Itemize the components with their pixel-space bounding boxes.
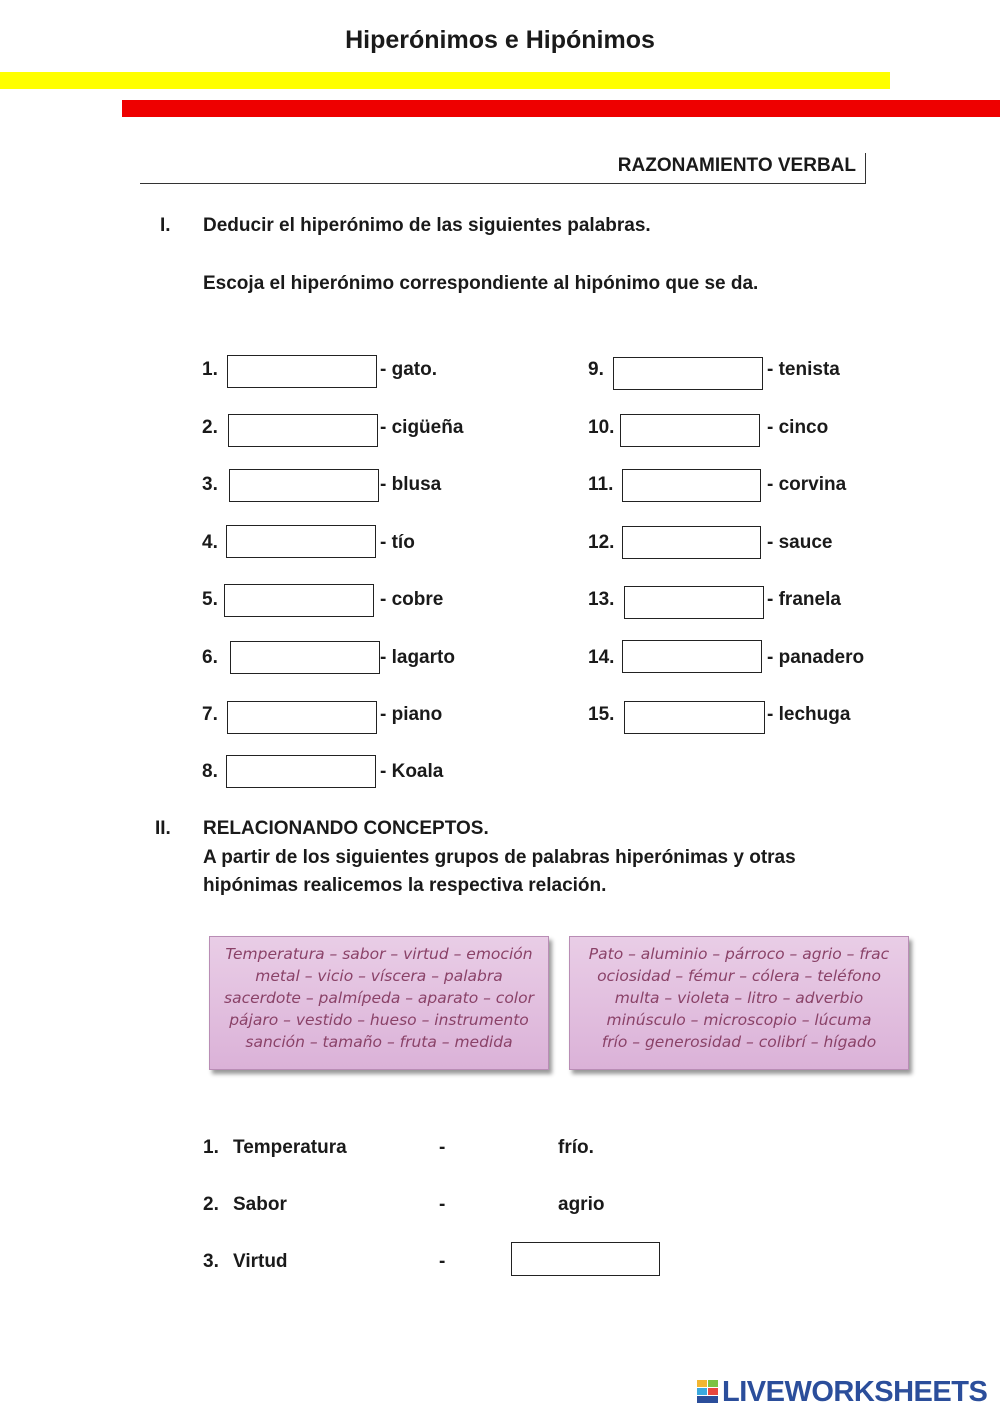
yellow-accent-bar	[0, 72, 890, 89]
relation-dash: -	[439, 1251, 446, 1272]
item-number: 5.	[202, 589, 218, 610]
relation-number: 3.	[203, 1251, 219, 1272]
liveworksheets-logo-icon	[697, 1380, 719, 1404]
word-panel-right	[569, 936, 909, 1070]
item-word: - panadero	[767, 647, 865, 668]
relation-answer: agrio	[558, 1194, 605, 1215]
item-word: - franela	[767, 589, 841, 610]
answer-input-8[interactable]	[226, 755, 376, 788]
item-number: 7.	[202, 704, 218, 725]
relation-term: Sabor	[233, 1194, 287, 1215]
panel-line: ociosidad – fémur – cólera – teléfono	[597, 967, 881, 985]
subject-label: RAZONAMIENTO VERBAL	[617, 155, 856, 176]
answer-input-13[interactable]	[624, 586, 764, 619]
relation-dash: -	[439, 1137, 446, 1158]
item-word: - tío	[380, 532, 415, 553]
panel-line: metal – vicio – víscera – palabra	[255, 967, 503, 985]
section1-heading: Deducir el hiperónimo de las siguientes palabras.	[203, 215, 651, 236]
panel-line: Temperatura – sabor – virtud – emoción	[225, 945, 533, 963]
item-number: 15.	[588, 704, 615, 725]
answer-input-6[interactable]	[230, 641, 380, 674]
item-number: 12.	[588, 532, 615, 553]
panel-line: pájaro – vestido – hueso – instrumento	[229, 1011, 529, 1029]
relation-term: Virtud	[233, 1251, 288, 1272]
item-number: 1.	[202, 359, 218, 380]
answer-input-5[interactable]	[224, 584, 374, 617]
answer-input-10[interactable]	[620, 414, 760, 447]
item-word: - cigüeña	[380, 417, 464, 438]
item-number: 2.	[202, 417, 218, 438]
item-word: - lagarto	[380, 647, 455, 668]
subject-divider	[140, 183, 866, 184]
item-word: - cinco	[767, 417, 829, 438]
relation-term: Temperatura	[233, 1137, 347, 1158]
section1-instruction: Escoja el hiperónimo correspondiente al hipónimo que se da.	[203, 273, 759, 294]
item-word: - corvina	[767, 474, 847, 495]
item-number: 8.	[202, 761, 218, 782]
answer-input-7[interactable]	[227, 701, 377, 734]
answer-input-12[interactable]	[622, 526, 761, 559]
liveworksheets-brand[interactable]: LIVEWORKSHEETS	[722, 1376, 988, 1408]
answer-input-1[interactable]	[227, 355, 377, 388]
panel-line: sacerdote – palmípeda – aparato – color	[224, 989, 534, 1007]
page-title: Hiperónimos e Hipónimos	[345, 26, 655, 54]
answer-input-2[interactable]	[228, 414, 378, 447]
relation-answer: frío.	[558, 1137, 594, 1158]
section2-heading: RELACIONANDO CONCEPTOS.	[203, 818, 489, 839]
item-number: 14.	[588, 647, 615, 668]
item-word: - blusa	[380, 474, 442, 495]
panel-line: sanción – tamaño – fruta – medida	[245, 1033, 513, 1051]
item-number: 9.	[588, 359, 604, 380]
section2-numeral: II.	[155, 818, 171, 839]
item-word: - tenista	[767, 359, 840, 380]
item-word: - piano	[380, 704, 443, 725]
item-number: 4.	[202, 532, 218, 553]
section2-desc-line1: A partir de los siguientes grupos de palabras hiperónimas y otras	[203, 847, 796, 868]
item-word: - Koala	[380, 761, 444, 782]
panel-line: Pato – aluminio – párroco – agrio – frac	[588, 945, 890, 963]
answer-input-15[interactable]	[624, 701, 765, 734]
panel-line: frío – generosidad – colibrí – hígado	[601, 1033, 877, 1051]
panel-line: multa – violeta – litro – adverbio	[614, 989, 864, 1007]
word-panel-left	[209, 936, 549, 1070]
section2-desc-line2: hipónimas realicemos la respectiva relación.	[203, 875, 607, 896]
item-number: 11.	[588, 474, 614, 495]
answer-input-9[interactable]	[613, 357, 763, 390]
relation-number: 2.	[203, 1194, 219, 1215]
answer-input-4[interactable]	[226, 525, 376, 558]
panel-line: minúsculo – microscopio – lúcuma	[606, 1011, 872, 1029]
item-number: 10.	[588, 417, 615, 438]
answer-input-11[interactable]	[622, 469, 761, 502]
answer-input-14[interactable]	[622, 640, 762, 673]
relation-answer-input-3[interactable]	[511, 1242, 660, 1276]
relation-dash: -	[439, 1194, 446, 1215]
item-word: - sauce	[767, 532, 833, 553]
item-number: 6.	[202, 647, 218, 668]
item-word: - cobre	[380, 589, 444, 610]
answer-input-3[interactable]	[229, 469, 379, 502]
item-word: - gato.	[380, 359, 437, 380]
subject-divider-vertical	[865, 153, 866, 184]
section1-numeral: I.	[160, 215, 171, 236]
relation-number: 1.	[203, 1137, 219, 1158]
item-number: 13.	[588, 589, 615, 610]
item-number: 3.	[202, 474, 218, 495]
item-word: - lechuga	[767, 704, 851, 725]
red-accent-bar	[122, 100, 1000, 117]
